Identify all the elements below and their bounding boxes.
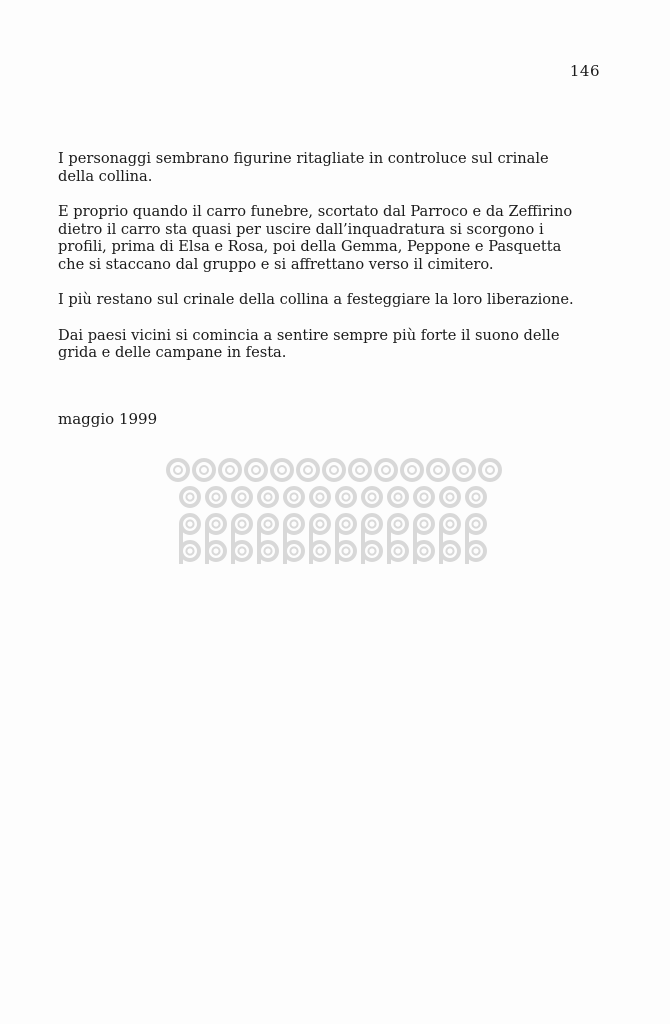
watermark-ring-inner <box>186 493 193 500</box>
watermark-ring-inner <box>472 547 479 554</box>
watermark-ring-inner <box>368 520 375 527</box>
paragraph-2: E proprio quando il carro funebre, scortato dal Parroco e da Zeffirino dietro il carro sta quasi per uscire dall’inquadratura si scorgono i profili, prima di Elsa e Rosa, poi della Gemma, Peppone e Pasquetta che si staccano dal gruppo e si affrettano verso il cimitero. <box>58 203 573 273</box>
watermark-ring-inner <box>356 466 364 474</box>
watermark-ring <box>233 488 251 506</box>
watermark-ring <box>415 515 433 533</box>
watermark-ring <box>389 515 407 533</box>
watermark-ring-inner <box>290 493 297 500</box>
watermark-ring <box>441 488 459 506</box>
watermark-ring <box>311 515 329 533</box>
watermark-ring <box>311 488 329 506</box>
watermark-ring-inner <box>316 493 323 500</box>
watermark-ring <box>428 460 448 480</box>
watermark-ring <box>246 460 266 480</box>
watermark-ring <box>181 542 199 560</box>
watermark-ring <box>415 488 433 506</box>
watermark-ring-inner <box>238 493 245 500</box>
watermark-ring <box>441 542 459 560</box>
watermark-ring-inner <box>238 520 245 527</box>
watermark-ring-inner <box>460 466 468 474</box>
watermark-ring <box>233 515 251 533</box>
paragraph-1: I personaggi sembrano figurine ritagliate in controluce sul crinale della collina. <box>58 150 549 185</box>
watermark-ring-inner <box>252 466 260 474</box>
watermark-ring <box>363 542 381 560</box>
watermark-ring <box>337 515 355 533</box>
watermark-ring-inner <box>382 466 390 474</box>
watermark-ring-inner <box>264 520 271 527</box>
watermark-ring-inner <box>408 466 416 474</box>
paragraph-4: Dai paesi vicini si comincia a sentire sempre più forte il suono delle grida e delle campane in festa. <box>58 326 560 361</box>
watermark-ring <box>259 488 277 506</box>
watermark-ring-inner <box>342 547 349 554</box>
watermark-ring <box>337 488 355 506</box>
watermark-ring-inner <box>394 547 401 554</box>
watermark-ring <box>311 542 329 560</box>
watermark-ring <box>168 460 188 480</box>
watermark-ring-inner <box>212 547 219 554</box>
watermark-ring-inner <box>472 493 479 500</box>
watermark-ring-inner <box>290 520 297 527</box>
watermark-ring <box>402 460 422 480</box>
watermark-ring-inner <box>420 520 427 527</box>
watermark-ring <box>207 515 225 533</box>
watermark-ring <box>480 460 500 480</box>
watermark-ring <box>363 488 381 506</box>
watermark-ring-inner <box>394 493 401 500</box>
date-line: maggio 1999 <box>58 410 158 428</box>
watermark-ring-inner <box>226 466 234 474</box>
watermark-ring-inner <box>238 547 245 554</box>
watermark-ring <box>207 542 225 560</box>
watermark-ring-inner <box>434 466 442 474</box>
watermark-ring <box>363 515 381 533</box>
watermark-ring-inner <box>278 466 286 474</box>
watermark-ring-inner <box>342 493 349 500</box>
watermark-ring-inner <box>304 466 312 474</box>
watermark-ring <box>389 542 407 560</box>
watermark-ring-inner <box>186 520 193 527</box>
watermark-ring-inner <box>316 520 323 527</box>
watermark-ring <box>467 515 485 533</box>
watermark-ring <box>454 460 474 480</box>
watermark-ring <box>337 542 355 560</box>
watermark-ring <box>194 460 214 480</box>
watermark-ring-inner <box>486 466 494 474</box>
watermark-ring-inner <box>394 520 401 527</box>
watermark-ring <box>441 515 459 533</box>
watermark-ring <box>259 542 277 560</box>
watermark-ring-inner <box>420 493 427 500</box>
watermark-ring <box>207 488 225 506</box>
watermark-ring-inner <box>342 520 349 527</box>
watermark-ring-inner <box>186 547 193 554</box>
watermark-ring <box>233 542 251 560</box>
body-text <box>58 150 618 380</box>
watermark-ring <box>285 488 303 506</box>
watermark-ring <box>467 488 485 506</box>
watermark-ring-inner <box>212 493 219 500</box>
paragraph-3: I più restano sul crinale della collina a festeggiare la loro liberazione. <box>58 291 574 308</box>
page-number: 146 <box>569 62 600 80</box>
watermark-ring <box>259 515 277 533</box>
watermark-ring <box>298 460 318 480</box>
watermark-ring-inner <box>368 547 375 554</box>
watermark-ring-inner <box>316 547 323 554</box>
watermark-ring-inner <box>264 493 271 500</box>
watermark-ring <box>285 515 303 533</box>
watermark-ring <box>220 460 240 480</box>
watermark-ring-inner <box>420 547 427 554</box>
watermark-ring-inner <box>472 520 479 527</box>
watermark-ring-inner <box>446 520 453 527</box>
watermark-ring-inner <box>330 466 338 474</box>
watermark-ring <box>376 460 396 480</box>
watermark-ring-inner <box>212 520 219 527</box>
watermark-ring-inner <box>200 466 208 474</box>
watermark-ring-inner <box>174 466 182 474</box>
watermark-ring-inner <box>446 547 453 554</box>
watermark-ring <box>181 488 199 506</box>
watermark-ring-inner <box>368 493 375 500</box>
watermark-ring <box>285 542 303 560</box>
watermark-ring-inner <box>264 547 271 554</box>
watermark-ring <box>467 542 485 560</box>
watermark-ring <box>181 515 199 533</box>
watermark-ring <box>324 460 344 480</box>
watermark-logo-icon <box>160 452 520 582</box>
watermark-ring <box>272 460 292 480</box>
watermark-ring <box>389 488 407 506</box>
watermark-ring-inner <box>290 547 297 554</box>
watermark-ring-inner <box>446 493 453 500</box>
watermark-ring <box>350 460 370 480</box>
watermark-ring <box>415 542 433 560</box>
